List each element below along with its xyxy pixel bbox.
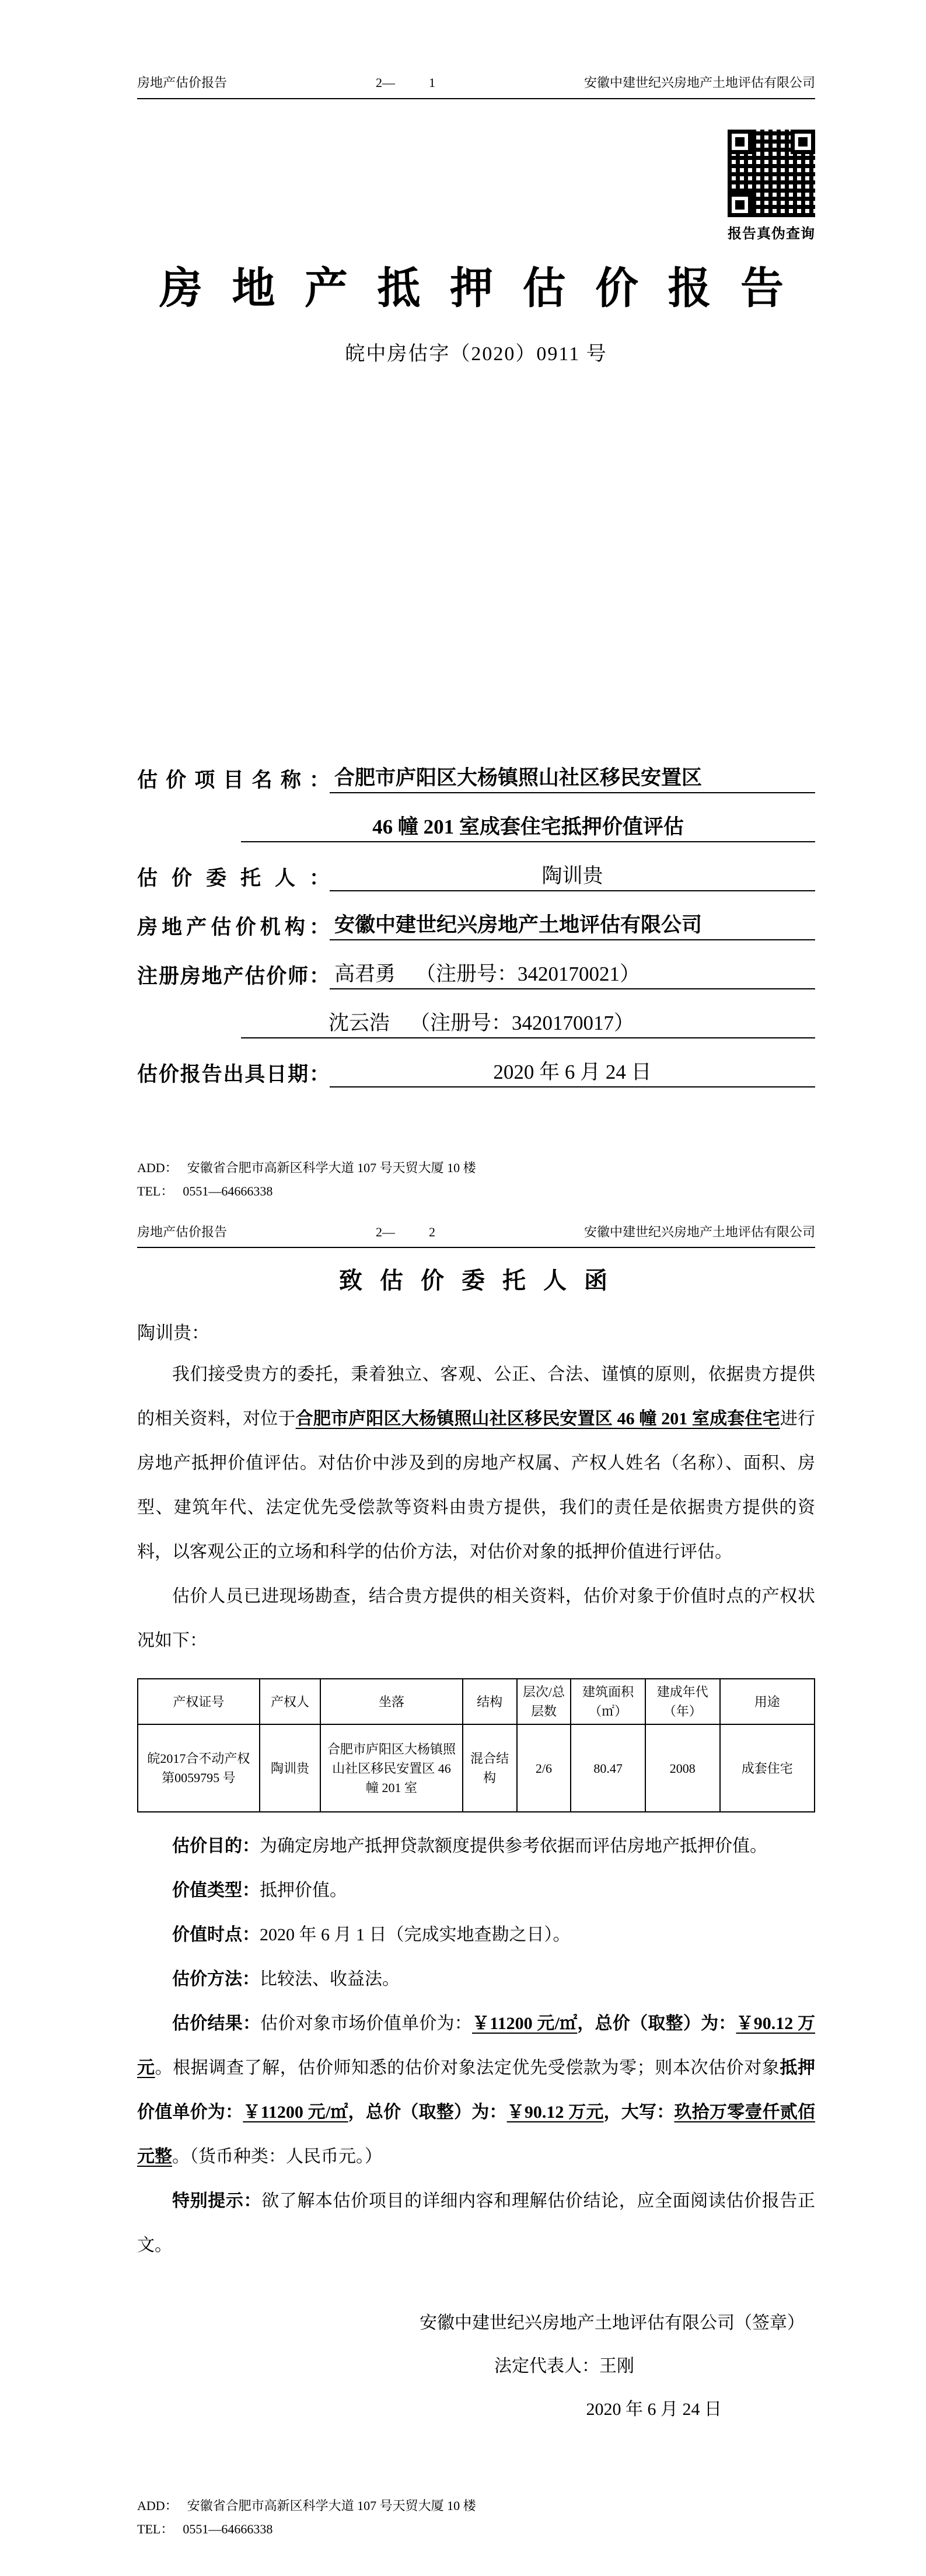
appraiser-1-name: 高君勇: [334, 962, 396, 985]
appraiser-2-reg: （注册号：3420170017）: [410, 1011, 635, 1034]
col-header-floor: 层次/总层数: [517, 1679, 571, 1724]
cover-fields: [137, 744, 815, 1087]
qr-finder-top-left-icon: [728, 130, 752, 154]
field-agency: [137, 891, 815, 940]
salutation: 陶训贵：: [137, 1323, 209, 1344]
item-label-value-date: 价值时点：: [172, 1925, 260, 1945]
col-header-location: 坐落: [320, 1679, 463, 1724]
footer-tel-line: [137, 1180, 815, 1203]
item-text-purpose: 为确定房地产抵押贷款额度提供参考依据而评估房地产抵押价值。: [260, 1836, 767, 1856]
field-value-project-line1: 合肥市庐阳区大杨镇照山社区移民安置区: [330, 765, 815, 793]
header-page-no: 2: [429, 1224, 435, 1239]
item-result: [137, 2002, 815, 2179]
page2-running-header: [137, 1224, 815, 1249]
cell-use: 成套住宅: [720, 1724, 815, 1812]
field-value-client: 陶训贵: [330, 863, 815, 891]
header-company-name: 安徽中建世纪兴房地产土地评估有限公司: [583, 1224, 815, 1239]
appraisal-items: [137, 1824, 815, 2268]
page1-footer: [137, 1156, 815, 1203]
result-text: ，总价（取整）为：: [348, 2103, 507, 2122]
result-text: 。（货币种类：人民币元。）: [172, 2147, 382, 2167]
cell-certificate: 皖2017合不动产权第0059795 号: [138, 1724, 260, 1812]
header-page-no: 1: [429, 75, 435, 90]
field-value-project-line2: 46 幢 201 室成套住宅抵押价值评估: [241, 814, 815, 842]
footer-tel: 0551—64666338: [183, 1183, 273, 1198]
field-project-name-line2: [137, 793, 815, 842]
col-header-use: 用途: [720, 1679, 815, 1724]
footer-tel-label: TEL：: [137, 1183, 174, 1198]
field-appraiser-2: [137, 989, 815, 1038]
qr-block: [728, 130, 815, 242]
field-value-agency: 安徽中建世纪兴房地产土地评估有限公司: [330, 912, 815, 940]
cell-structure: 混合结构: [463, 1724, 517, 1812]
qr-finder-top-right-icon: [791, 130, 815, 154]
report-cover-page: [0, 0, 926, 1203]
footer-tel: 0551—64666338: [183, 2522, 273, 2537]
table-row: [138, 1724, 815, 1812]
col-header-year: 建成年代（年）: [645, 1679, 720, 1724]
appraiser-2-name: 沈云浩: [329, 1011, 390, 1034]
field-appraiser-1: [137, 940, 815, 989]
footer-address: 安徽省合肥市高新区科学大道 107 号天贸大厦 10 楼: [187, 2498, 476, 2514]
header-doc-type: 房地产估价报告: [137, 75, 228, 90]
letter-title: 致 估 价 委 托 人 函: [339, 1267, 613, 1294]
item-label-value-type: 价值类型：: [172, 1881, 260, 1901]
field-label-project: 估价项目名称：: [137, 768, 330, 792]
signature-company: 安徽中建世纪兴房地产土地评估有限公司（签章）: [420, 2313, 805, 2333]
table-header-row: [138, 1679, 815, 1724]
page1-running-header: [137, 75, 815, 99]
item-value-date: [137, 1913, 815, 1957]
para1-text: 我们接受贵方的委托，秉着独立、客观、公正、合法、谨慎的原则，依据贵方提供的相关资料，对位于: [137, 1365, 815, 1429]
col-header-area: 建筑面积（㎡）: [571, 1679, 645, 1724]
col-header-owner: 产权人: [260, 1679, 320, 1724]
header-company-name: 安徽中建世纪兴房地产土地评估有限公司: [583, 75, 815, 90]
result-total-price-mortgage: ￥90.12 万元: [506, 2103, 604, 2122]
letter-page: [0, 1224, 926, 2576]
field-project-name: [137, 744, 815, 793]
result-text: 抵押价值单价为：: [137, 2058, 816, 2122]
result-unit-price-mortgage: ￥11200 元/㎡: [243, 2103, 348, 2122]
footer-address-label: ADD：: [137, 1160, 178, 1175]
report-title: 房 地 产 抵 押 估 价 报 告: [159, 264, 793, 313]
cell-owner: 陶训贵: [260, 1724, 320, 1812]
result-text: 估价对象市场价值单价为：: [260, 2014, 473, 2034]
header-doc-type: 房地产估价报告: [137, 1224, 228, 1239]
item-value-type: [137, 1869, 815, 1913]
field-value-issue-date: 2020 年 6 月 24 日: [330, 1059, 815, 1087]
field-label-client: 估价委托人：: [137, 866, 330, 890]
field-issue-date: [137, 1038, 815, 1087]
field-value-appraiser-1: [330, 961, 815, 989]
signature-date: 2020 年 6 月 24 日: [586, 2400, 722, 2420]
field-client: [137, 842, 815, 891]
appraiser-1-reg: （注册号：3420170021）: [415, 962, 641, 985]
footer-address: 安徽省合肥市高新区科学大道 107 号天贸大厦 10 楼: [187, 1160, 476, 1175]
footer-address-line: [137, 1156, 815, 1180]
result-unit-price-market: ￥11200 元/㎡: [472, 2014, 578, 2034]
para1-text: 进行房地产抵押价值评估。对估价中涉及到的房地产权属、产权人姓名（名称）、面积、房型、建筑年代、法定优先受偿款等资料由贵方提供，我们的责任是依据贵方提供的资料，以客观公正的立场和科学的估价方法，对估价对象的抵押价值进行评估。: [137, 1409, 816, 1562]
header-page-group: 2—: [376, 75, 395, 90]
cell-year: 2008: [645, 1724, 720, 1812]
result-total-price-market: ￥90.12 万元: [137, 2014, 816, 2078]
item-label-method: 估价方法：: [172, 1970, 260, 1989]
para1-property-address: 合肥市庐阳区大杨镇照山社区移民安置区 46 幢 201 室成套住宅: [295, 1409, 780, 1429]
item-text-method: 比较法、收益法。: [260, 1970, 400, 1989]
footer-tel-line: [137, 2518, 815, 2541]
qr-caption: 报告真伪查询: [728, 226, 815, 242]
item-purpose: [137, 1824, 815, 1869]
result-text: 。根据调查了解，估价师知悉的估价对象法定优先受偿款为零；则本次估价对象: [155, 2058, 780, 2078]
cell-floor: 2/6: [517, 1724, 571, 1812]
item-method: [137, 1957, 815, 2002]
header-page-number: [376, 75, 435, 91]
item-text-value-type: 抵押价值。: [260, 1881, 347, 1901]
cell-area: 80.47: [571, 1724, 645, 1812]
item-notice: [137, 2179, 815, 2268]
signature-legal-rep: 法定代表人：王刚: [494, 2357, 634, 2376]
letter-paragraph-1: [137, 1353, 815, 1574]
item-label-result: 估价结果：: [172, 2014, 261, 2034]
signature-block: [137, 2302, 815, 2431]
col-header-structure: 结构: [463, 1679, 517, 1724]
footer-address-line: [137, 2494, 815, 2518]
item-label-notice: 特别提示：: [172, 2191, 262, 2211]
field-value-appraiser-2: [241, 1010, 815, 1038]
page2-footer: [137, 2494, 815, 2576]
letter-paragraph-2: 估价人员已进现场勘查，结合贵方提供的相关资料，估价对象于价值时点的产权状况如下：: [137, 1587, 815, 1651]
result-text: ，大写：: [603, 2103, 675, 2122]
item-text-notice: 欲了解本估价项目的详细内容和理解估价结论，应全面阅读估价报告正文。: [137, 2191, 816, 2256]
footer-address-label: ADD：: [137, 2498, 178, 2514]
header-page-group: 2—: [376, 1224, 395, 1239]
cell-location: 合肥市庐阳区大杨镇照山社区移民安置区 46 幢 201 室: [320, 1724, 463, 1812]
qr-code-icon: [728, 130, 815, 217]
header-page-number: [376, 1224, 435, 1240]
field-label-appraiser: 注册房地产估价师：: [137, 964, 330, 988]
field-label-agency: 房地产估价机构：: [137, 915, 330, 939]
property-rights-table: [137, 1678, 815, 1812]
result-amount-in-words: 玖拾万零壹仟贰佰元整: [137, 2103, 816, 2167]
field-label-issue-date: 估价报告出具日期：: [137, 1062, 330, 1086]
qr-finder-bottom-left-icon: [728, 193, 752, 217]
col-header-certificate: 产权证号: [138, 1679, 260, 1724]
footer-tel-label: TEL：: [137, 2522, 174, 2537]
item-text-value-date: 2020 年 6 月 1 日（完成实地查勘之日）。: [260, 1925, 571, 1945]
item-label-purpose: 估价目的：: [172, 1836, 260, 1856]
report-number: 皖中房估字（2020）0911 号: [345, 343, 607, 365]
result-text: ，总价（取整）为：: [577, 2014, 736, 2034]
